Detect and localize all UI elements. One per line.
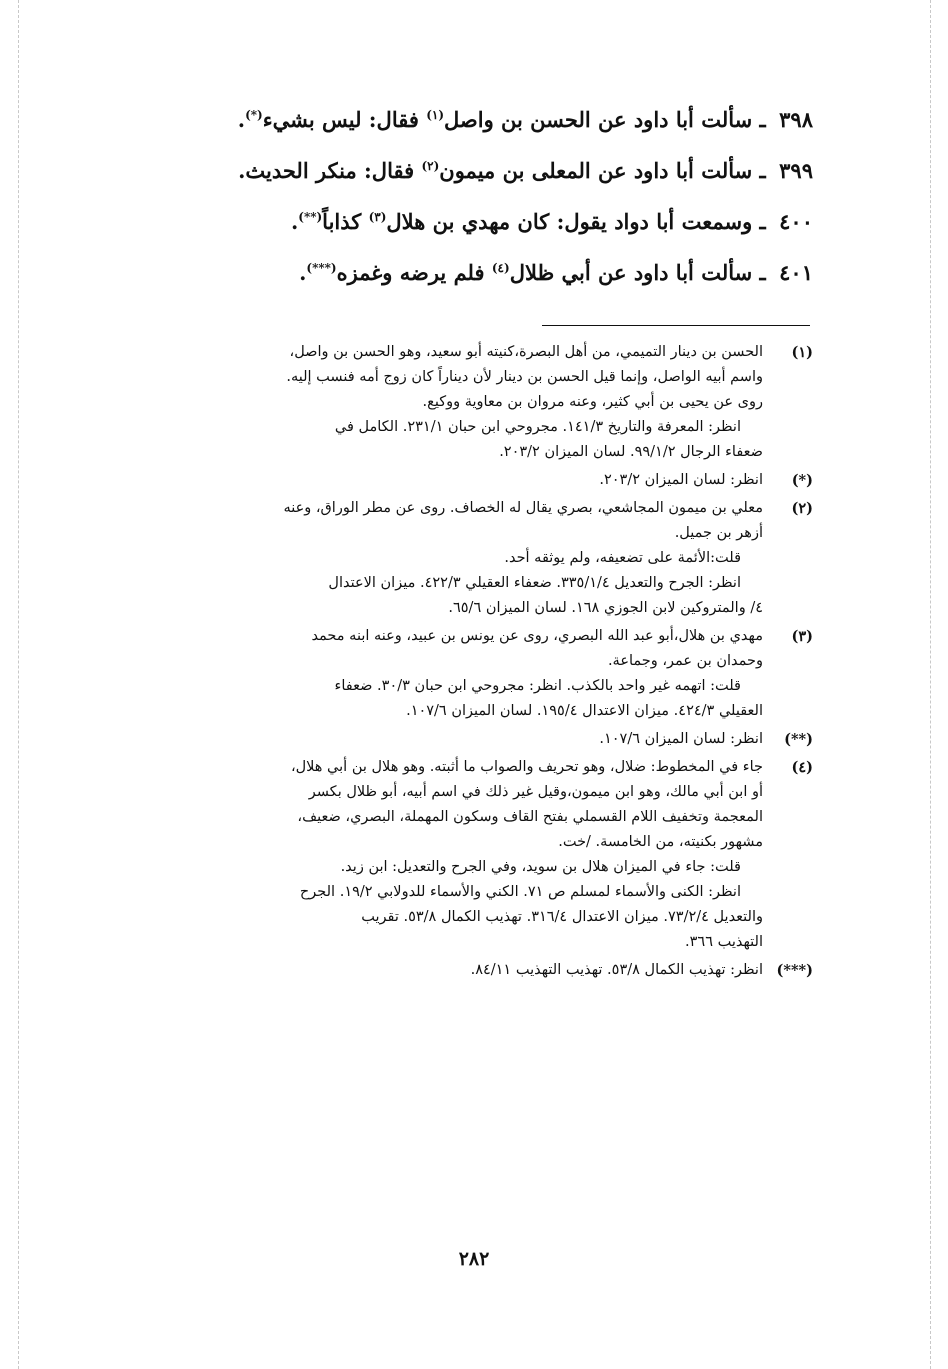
- footnote-line: مشهور بكنيته، من الخامسة. /خت.: [558, 834, 763, 850]
- footnote-line: جاء في المخطوط: ضلال، وهو تحريف والصواب ما أثبته. وهو هلال بن أبي هلال،: [290, 759, 763, 775]
- entry: [150, 108, 813, 159]
- entry-number: ٤٠١: [779, 260, 813, 285]
- entry: [150, 261, 813, 312]
- scan-edge-right: [930, 0, 931, 1369]
- footnote-line: معلي بن ميمون المجاشعي، بصري يقال له الخصاف. روى عن مطر الوراق، وعنه: [283, 500, 763, 516]
- footnote-mark: (*): [791, 472, 813, 489]
- entry-number: ٤٠٠: [779, 209, 813, 234]
- footnote-line: وحمدان بن عمر، وجماعة.: [607, 653, 763, 669]
- entry: [150, 210, 813, 261]
- footnote-mark: (٢): [791, 500, 813, 517]
- page-number: ٢٨٢: [458, 1248, 490, 1270]
- footnote-ref: (**): [298, 210, 323, 224]
- footnote-line: انظر: الجرح والتعديل ٣٣٥/١/٤. ضعفاء العقيلي ٤٢٢/٣. ميزان الاعتدال: [328, 575, 741, 591]
- footnote: [125, 340, 813, 465]
- footnote-line: الحسن بن دينار التميمي، من أهل البصرة،كنيته أبو سعيد، وهو الحسن بن واصل،: [289, 344, 763, 360]
- entry-end: .: [299, 260, 307, 285]
- footnote-line: ٤/ والمتروكين لابن الجوزي ١٦٨. لسان الميزان ٦٥/٦.: [448, 600, 763, 616]
- footnote-ref: (٤): [491, 261, 510, 275]
- footnote-line: المعجمة وتخفيف اللام القسملي بفتح القاف وسكون المهملة، البصري، ضعيف،: [297, 809, 763, 825]
- footnote-line: انظر: المعرفة والتاريخ ١٤١/٣. مجروحي ابن حبان ٢٣١/١. الكامل في: [334, 419, 741, 435]
- footnote-mark: (١): [791, 344, 813, 361]
- footnote-ref: (٢): [421, 159, 440, 173]
- entry-text: ـ سألت أبا داود عن الحسن بن واصل: [444, 107, 766, 132]
- entry-text: ـ وسمعت أبا دواد يقول: كان مهدي بن هلال: [386, 209, 766, 234]
- footnote: [125, 727, 813, 752]
- footnote-line: ضعفاء الرجال ٩٩/١/٢. لسان الميزان ٢٠٣/٢.: [499, 444, 763, 460]
- footnotes: [125, 340, 813, 986]
- footnote: [125, 958, 813, 983]
- footnote-ref: (١): [426, 108, 445, 122]
- footnote-line: انظر: تهذيب الكمال ٥٣/٨. تهذيب التهذيب ٨٤/١١.: [470, 962, 763, 978]
- footnote-line: قلت: جاء في الميزان هلال بن سويد، وفي الجرح والتعديل: ابن زيد.: [340, 859, 741, 875]
- entry-text: فقال: ليس بشيء: [262, 107, 427, 132]
- footnote: [125, 468, 813, 493]
- footnote: [125, 755, 813, 955]
- footnote-ref: (*): [245, 108, 263, 122]
- entry-text: فقال: منكر الحديث.: [238, 158, 422, 183]
- entry-text: كذاباً: [322, 209, 369, 234]
- entries-list: [150, 108, 813, 312]
- footnote-mark: (***): [776, 962, 813, 979]
- entry-text: فلم يرضه وغمزه: [336, 260, 492, 285]
- footnote-ref: (***): [306, 261, 337, 275]
- footnote-mark: (**): [784, 731, 813, 748]
- footnote-line: قلت: اتهمه غير واحد بالكذب. انظر: مجروحي ابن حبان ٣٠/٣. ضعفاء: [334, 678, 741, 694]
- entry-end: .: [290, 209, 299, 234]
- footnote: [125, 496, 813, 621]
- footnote-mark: (٣): [791, 628, 813, 645]
- footnote-line: أو ابن أبي مالك، وهو ابن ميمون،وقيل غير ذلك في اسم أبيه، أبو ظلال بكسر: [308, 784, 763, 800]
- footnote-line: أزهر بن جميل.: [674, 525, 763, 541]
- entry-text: ـ سألت أبا داود عن أبي ظلال: [509, 260, 766, 285]
- footnote: [125, 624, 813, 724]
- footnote-mark: (٤): [791, 759, 813, 776]
- entry: [150, 159, 813, 210]
- footnote-line: قلت:الأئمة على تضعيفه، ولم يوثقه أحد.: [504, 550, 741, 566]
- footnote-line: انظر: لسان الميزان ٢٠٣/٢.: [599, 472, 763, 488]
- footnote-separator: [542, 325, 810, 326]
- footnote-line: مهدي بن هلال،أبو عبد الله البصري، روى عن يونس بن عبيد، وعنه ابنه محمد: [311, 628, 763, 644]
- entry-end: .: [237, 107, 246, 132]
- entry-number: ٣٩٨: [779, 107, 813, 132]
- footnote-line: العقيلي ٤٢٤/٣. ميزان الاعتدال ١٩٥/٤. لسان الميزان ١٠٧/٦.: [406, 703, 763, 719]
- footnote-line: انظر: الكنى والأسماء لمسلم ص ٧١. الكني والأسماء للدولابي ١٩/٢. الجرح: [299, 884, 741, 900]
- entry-number: ٣٩٩: [779, 158, 813, 183]
- footnote-line: والتعديل ٧٣/٢/٤. ميزان الاعتدال ٣١٦/٤. تهذيب الكمال ٥٣/٨. تقريب: [361, 909, 763, 925]
- footnote-line: انظر: لسان الميزان ١٠٧/٦.: [599, 731, 763, 747]
- scan-edge-left: [18, 0, 19, 1369]
- footnote-line: روى عن يحيى بن أبي كثير، وعنه مروان بن معاوية ووكيع.: [422, 394, 763, 410]
- footnote-line: واسم أبيه الواصل، وإنما قيل الحسن بن دينار لأن ديناراً كان زوج أمه فنسب إليه.: [286, 369, 763, 385]
- footnote-ref: (٣): [368, 210, 387, 224]
- entry-text: ـ سألت أبا داود عن المعلى بن ميمون: [439, 158, 766, 183]
- footnote-line: التهذيب ٣٦٦.: [685, 934, 763, 950]
